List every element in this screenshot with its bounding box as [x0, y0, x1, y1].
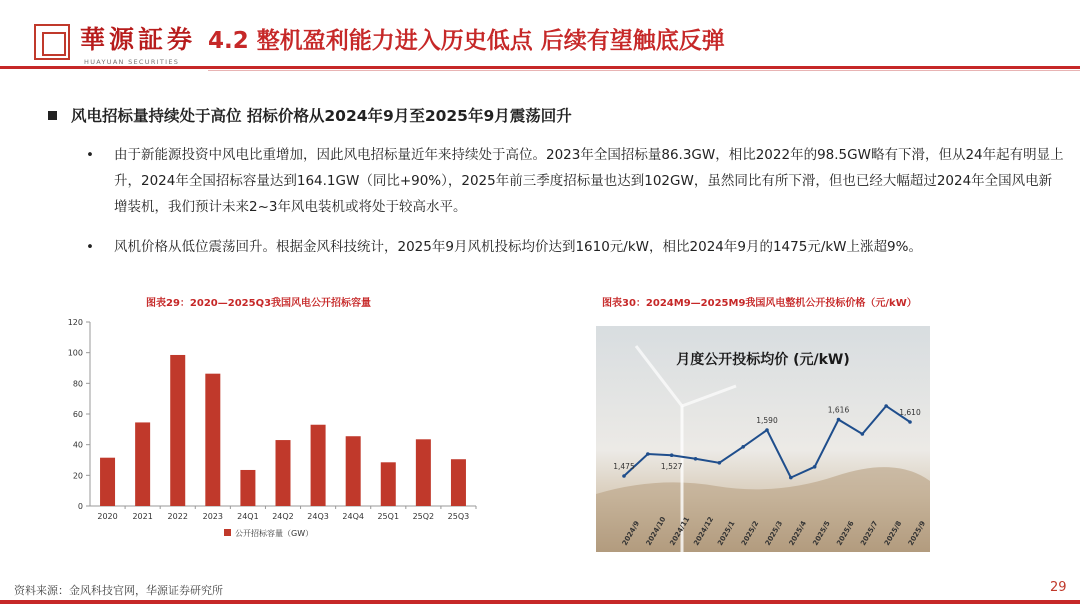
sub-bullet-2: [86, 234, 1066, 260]
x-tick-label: 2025/8: [882, 519, 904, 547]
data-label: 1,527: [660, 462, 683, 472]
header-divider-thin: [208, 70, 1080, 71]
logo-text: 華源証券: [80, 25, 197, 54]
data-label: 1,616: [827, 405, 850, 415]
logo-icon: [34, 24, 70, 60]
x-tick-label: 2025/5: [811, 519, 832, 547]
bar: [135, 422, 150, 506]
x-tick-label: 25Q3: [447, 512, 470, 521]
bar: [381, 462, 396, 506]
y-tick-label: 60: [72, 410, 83, 419]
data-label: 1,610: [899, 408, 921, 417]
bar: [240, 470, 255, 506]
bar: [276, 440, 291, 506]
bullet-dot-icon: •: [86, 147, 94, 163]
x-tick-label: 2022: [167, 512, 188, 521]
x-tick-label: 25Q1: [377, 512, 400, 521]
x-tick-label: 2024/11: [668, 515, 692, 547]
bar: [346, 436, 361, 506]
x-tick-label: 2025/1: [716, 519, 737, 547]
page-number: 29: [1050, 580, 1067, 595]
legend-swatch: [224, 529, 231, 536]
logo-subtext: HUAYUAN SECURITIES: [84, 58, 180, 66]
y-tick-label: 80: [72, 379, 83, 389]
y-tick-label: 40: [72, 440, 83, 450]
main-bullet: [48, 104, 572, 126]
x-tick-label: 2024/9: [620, 519, 642, 547]
data-point: [646, 452, 650, 456]
y-tick-label: 0: [77, 502, 83, 511]
sub-bullet-text: 由于新能源投资中风电比重增加，因此风电招标量近年来持续处于高位。2023年全国招标量86.3GW，相比2022年的98.5GW略有下滑，但从24年起有明显上升，2024年全国招标容量达到164.1GW（同比+90%），2025年前三季度招标量也达到102GW，虽然同比有所下滑，但也已经大幅超过2024年全国风电新增装机，我们预计未来2~3年风电装机或将处于较高水平。: [114, 147, 1064, 215]
header-divider: [0, 66, 1080, 69]
bar: [451, 459, 466, 506]
data-point: [694, 457, 698, 461]
x-tick-label: 24Q4: [342, 512, 364, 521]
x-tick-label: 24Q2: [272, 512, 294, 521]
square-bullet-icon: [48, 111, 57, 120]
x-tick-label: 2025/9: [906, 519, 928, 547]
data-point: [622, 474, 626, 478]
x-tick-label: 2020: [97, 512, 118, 521]
bullet-dot-icon: •: [86, 239, 94, 255]
y-tick-label: 20: [72, 471, 83, 481]
x-tick-label: 24Q3: [307, 512, 329, 521]
x-tick-label: 24Q1: [237, 512, 259, 521]
x-tick-label: 2024/12: [692, 515, 716, 547]
data-label: 1,590: [756, 416, 778, 425]
data-point: [884, 404, 888, 408]
line-chart: [596, 326, 930, 552]
data-point: [765, 428, 769, 432]
x-tick-label: 2025/4: [787, 519, 809, 547]
bar-chart: [56, 316, 486, 548]
chart-30-title: 图表30：2024M9—2025M9我国风电整机公开投标价格（元/kW）: [602, 298, 917, 309]
sub-bullet-1: [86, 142, 1066, 222]
y-tick-label: 120: [67, 318, 83, 327]
data-point: [741, 445, 745, 449]
x-tick-label: 2025/2: [739, 519, 761, 547]
x-tick-label: 2025/7: [859, 519, 880, 547]
data-point: [861, 432, 865, 436]
legend-label: 公开招标容量（GW）: [235, 529, 314, 538]
chart-29-title: 图表29：2020—2025Q3我国风电公开招标容量: [146, 298, 372, 309]
data-point: [789, 476, 793, 480]
x-tick-label: 2023: [202, 512, 223, 521]
data-point: [837, 418, 841, 422]
bar: [205, 374, 220, 506]
bar: [311, 425, 326, 506]
footer-divider: [0, 600, 1080, 604]
x-tick-label: 2025/3: [763, 519, 785, 547]
chart-inner-title: 月度公开投标均价 (元/kW): [676, 352, 850, 368]
bar: [170, 355, 185, 506]
data-point: [670, 453, 674, 457]
x-tick-label: 2021: [132, 512, 153, 521]
data-point: [813, 465, 817, 469]
main-bullet-text: 风电招标量持续处于高位 招标价格从2024年9月至2025年9月震荡回升: [71, 107, 572, 125]
sub-bullet-text: 风机价格从低位震荡回升。根据金风科技统计，2025年9月风机投标均价达到1610元/kW，相比2024年9月的1475元/kW上涨超9%。: [114, 239, 922, 255]
data-label: 1,475: [613, 462, 635, 471]
page-title: 4.2 整机盈利能力进入历史低点 后续有望触底反弹: [208, 28, 725, 54]
data-point: [908, 420, 912, 424]
bar: [100, 458, 115, 506]
x-tick-label: 2024/10: [644, 515, 668, 547]
bar: [416, 439, 431, 506]
y-tick-label: 100: [67, 348, 83, 358]
source-note: 资料来源：金风科技官网，华源证券研究所: [14, 584, 223, 597]
x-tick-label: 2025/6: [835, 519, 856, 547]
data-point: [718, 461, 722, 465]
x-tick-label: 25Q2: [412, 512, 435, 521]
